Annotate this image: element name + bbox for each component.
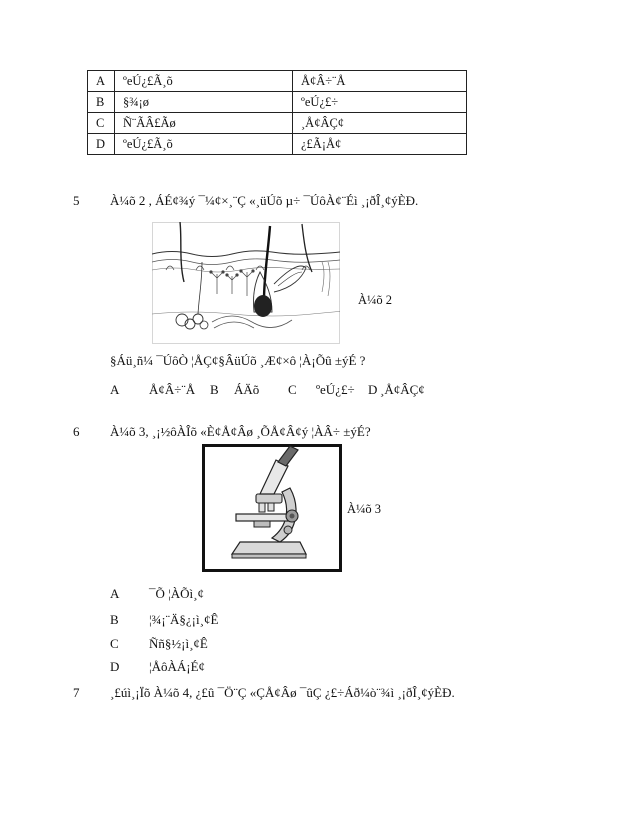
option-text: ¦¾¡¨Ä§¿¡ì¸¢Ê <box>149 612 219 627</box>
table-row <box>88 92 467 113</box>
question-text: À¼õ 2 , ÁÉ¢¾ý ¯¼¢×¸¨Ç «¸üÚõ µ÷ ¯ÚôÀ¢¨Éì ¸¡ðÎ¸¢ýÈÐ. <box>110 193 419 208</box>
table-cell: §¾¡ø <box>115 92 293 113</box>
table-cell: ºeÚ¿£Ã¸õ <box>115 134 293 155</box>
table-cell: D <box>88 134 115 155</box>
option-text: ¦ÅôÀÁ¡É¢ <box>149 659 206 674</box>
question-text: ¸£úì¸¡Ïõ À¼õ 4, ¿£û ¯Ö¨Ç «ÇÅ¢Âø ¯ûÇ ¿£÷Áð¼ò¨¾ì ¸¡ðÎ¸¢ýÈÐ. <box>110 685 455 700</box>
option-letter: A <box>110 382 120 397</box>
table-cell: ºeÚ¿£÷ <box>293 92 467 113</box>
table-cell: C <box>88 113 115 134</box>
sub-question-text: §Áü¸ñ¼ ¯ÚôÒ ¦ÅÇ¢§ÂüÚõ ¸Æ¢×ô ¦À¡Õû ±ýÉ ? <box>110 353 366 368</box>
option-letter: B <box>210 382 219 397</box>
option-text: ºeÚ¿£÷ <box>316 382 355 397</box>
table-cell: ¸Å¢ÂÇ¢ <box>293 113 467 134</box>
option-text: ¯Õ ¦ÀÕì¸¢ <box>149 586 204 601</box>
option-letter: D <box>368 382 378 397</box>
option-letter: C <box>110 636 119 651</box>
question-number: 5 <box>73 193 80 208</box>
question-text: À¼õ 3, ¸¡½ôÀÎõ «È¢Å¢Âø ¸ÕÅ¢Â¢ý ¦ÀÂ÷ ±ýÉ? <box>110 424 371 439</box>
question-number: 6 <box>73 424 80 439</box>
options-table <box>87 70 467 155</box>
table-row <box>88 113 467 134</box>
option-letter: B <box>110 612 119 627</box>
question-number: 7 <box>73 685 80 700</box>
figure-label: À¼õ 2 <box>358 293 393 307</box>
option-letter: C <box>288 382 297 397</box>
option-text: Å¢Â÷¨Å <box>149 382 196 397</box>
table-cell: A <box>88 71 115 92</box>
option-letter: A <box>110 586 120 601</box>
table-cell: ºeÚ¿£Ã¸õ <box>115 71 293 92</box>
table-cell: Ñ¨ÃÂ£Ãø <box>115 113 293 134</box>
microscope-figure <box>202 444 342 572</box>
table-cell: Å¢Â÷¨Å <box>293 71 467 92</box>
skin-diagram-figure <box>152 222 340 344</box>
table-cell: ¿£Ã¡Å¢ <box>293 134 467 155</box>
table-row <box>88 71 467 92</box>
figure-label: À¼õ 3 <box>347 502 382 516</box>
option-letter: D <box>110 659 120 674</box>
option-text: ¸Å¢ÂÇ¢ <box>380 382 425 397</box>
table-cell: B <box>88 92 115 113</box>
table-row <box>88 134 467 155</box>
option-text: Ññ§½¡ì¸¢Ê <box>149 636 208 651</box>
option-text: ÁÄõ <box>234 382 260 397</box>
